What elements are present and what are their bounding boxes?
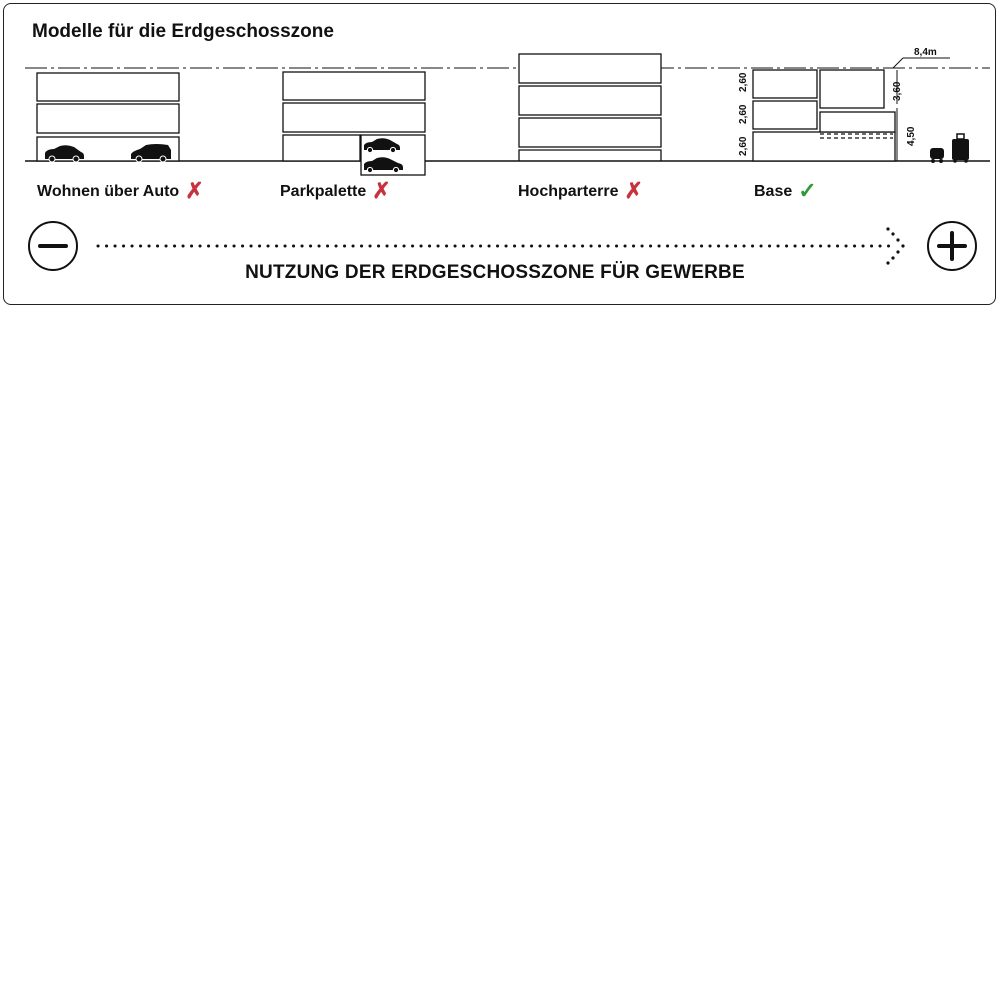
- ground-block: [283, 135, 360, 161]
- upper-height: 3,60: [892, 81, 903, 101]
- model-label-hochparterre: [518, 178, 643, 203]
- floor-height-1: 2,60: [738, 72, 749, 92]
- cross-icon: ✗: [624, 178, 643, 203]
- floor-height-2: 2,60: [738, 104, 749, 124]
- floor-block: [753, 70, 817, 98]
- model-label-text: Base: [754, 183, 793, 200]
- model-label-text: Parkpalette: [280, 183, 367, 200]
- dimension-marks: [893, 58, 950, 161]
- floor-block: [283, 103, 425, 132]
- model-label-base: [754, 178, 817, 203]
- model-parkpalette: [283, 72, 425, 175]
- model-hochparterre: [519, 54, 661, 161]
- suitcase-icon: [952, 134, 969, 163]
- model-label-parkpalette: [280, 178, 391, 203]
- model-label-text: Hochparterre: [518, 183, 619, 200]
- axis-title: NUTZUNG DER ERDGESCHOSSZONE FÜR GEWERBE: [245, 262, 745, 283]
- width-dimension: 8,4m: [914, 47, 937, 58]
- floor-block: [519, 54, 661, 83]
- floor-block: [283, 72, 425, 100]
- floor-height-3: 2,60: [738, 136, 749, 156]
- raised-ground-floor: [519, 150, 661, 161]
- floor-block: [820, 70, 884, 108]
- diagram-title: Modelle für die Erdgeschosszone: [32, 21, 334, 42]
- floor-block: [753, 101, 817, 129]
- floor-block: [820, 112, 895, 132]
- check-icon: ✓: [798, 178, 817, 203]
- floor-block: [519, 118, 661, 147]
- floor-block: [37, 73, 179, 101]
- floor-block: [519, 86, 661, 115]
- model-base: [753, 70, 895, 161]
- floor-block: [753, 132, 895, 161]
- cross-icon: ✗: [372, 178, 391, 203]
- model-label-wohnen-ueber-auto: [37, 178, 204, 203]
- floor-block: [37, 104, 179, 133]
- cross-icon: ✗: [185, 178, 204, 203]
- model-label-text: Wohnen über Auto: [37, 183, 180, 200]
- ground-height: 4,50: [906, 126, 917, 146]
